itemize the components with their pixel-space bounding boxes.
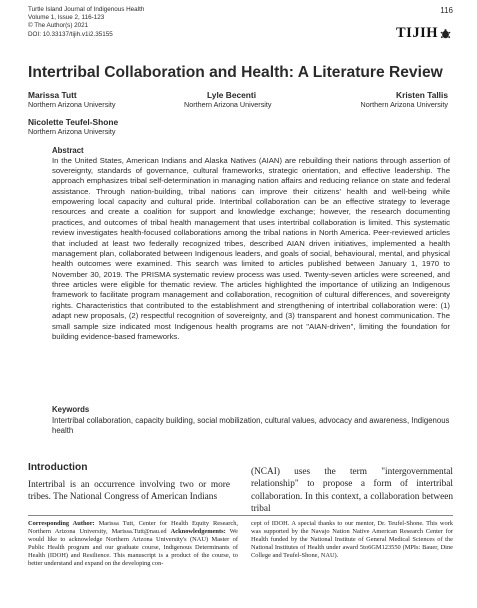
introduction-column-2: (NCAI) uses the term "intergovernmental relationship" to propose a form of intertribal collaboration. In this context, a collaboration between tribal	[251, 467, 453, 515]
author-block	[361, 90, 448, 109]
author-name: Marissa Tutt	[28, 90, 77, 100]
footnote-column-1	[28, 520, 238, 569]
author-name: Lyle Becenti	[207, 90, 257, 100]
author-name: Kristen Tallis	[396, 90, 448, 100]
author-affiliation: Northern Arizona University	[28, 100, 116, 109]
corresponding-text: Marissa Tutt, Center for Health Equity Research, Northern Arizona University, Marissa.Tutt@nau.ed	[28, 520, 238, 536]
introduction-column-1: Intertribal is an occurrence involving two or more tribes. The National Congress of American Indians	[28, 480, 230, 503]
abstract-text: In the United States, American Indians and Alaska Natives (AIAN) are rebuilding their nations through assertion of sovereignty, standards of governance, cultural frameworks, strategic orientation, and effective leadership. The approach emphasizes tribal self-determination in managing nation affairs and reducing reliance on state and federal assistance. Through nation-building, tribal nations can improve their citizens' health and well-being while empowering local capacity and cultural pride. Intertribal collaboration can be an effective strategy to leverage resources and create a coalition for support and knowledge exchange; however, the research documenting practices, and outcomes of tribal health management that uses intertribal collaboration is limited. This systematic review investigates health-focused collaborations among the tribal nations in North America. Peer-reviewed articles that included at least two federally recognized tribes, described AIAN driven initiatives, implemented a health management plan, collaborated between Indigenous leaders, and goals of social, behavioural, mental, and physical health outcomes were examined. This search was limited to articles published between January 1, 1970 to November 30, 2019. The PRISMA systematic review process was used. Twenty-seven articles were screened, and three articles were eligible for thematic review. The articles highlighted the importance of utilizing an Indigenous framework to facilitate program management and collaboration, recognition of cultural differences, and sovereignty rights. Characteristics that contributed to the establishment and strengthening of intertribal collaboration were: (1) adapt new proposals, (2) respectful recognition of sovereignty, and (3) transparent and honest communication. The small sample size indicated most Indigenous health programs are not "AIAN-driven", limiting the foundation for building evidence-based frameworks.	[52, 155, 450, 341]
logo-text: TIJIH	[396, 25, 438, 41]
author-affiliation: Northern Arizona University	[360, 100, 448, 109]
footnote-column-2: cept of IDOH. A special thanks to our mentor, Dr. Teufel-Shone. This work was supported by the Navajo Nation Native American Research Center for Health funded by the National Institute of General Medical Sciences of the National Institutes of Health under award 5to6GM123550 (MPIs: Bauer, Dine College and Teufel-Shone, NAU).	[251, 520, 453, 560]
footnote-section	[28, 515, 453, 568]
doi-link[interactable]: DOI: 10.33137/tijih.v1i2.35155	[28, 30, 113, 38]
acknowledgements-text: We would like to acknowledge Northern Arizona University's (NAU) Master of Public Health program and our graduate course, Indigenous Determinants of Health (IDOH) and Resilience. This manuscript is a product of the course, to better understand and expand on the developing con-	[28, 528, 238, 568]
keywords-heading: Keywords	[52, 405, 90, 414]
page-number: 116	[440, 6, 453, 15]
volume-issue: Volume 1, Issue 2, 116-123	[28, 14, 105, 22]
author-block	[28, 117, 118, 136]
author-block	[184, 90, 271, 109]
abstract-section	[52, 146, 450, 342]
author-affiliation: Northern Arizona University	[28, 127, 116, 136]
keywords-text: Intertribal collaboration, capacity building, social mobilization, cultural values, advocacy and awareness, Indigenous health	[52, 415, 450, 435]
abstract-heading: Abstract	[52, 146, 84, 155]
journal-logo	[396, 25, 451, 42]
copyright: © The Author(s) 2021	[28, 22, 89, 30]
author-affiliation: Northern Arizona University	[184, 100, 272, 109]
journal-name: Turtle Island Journal of Indigenous Health	[28, 6, 145, 13]
acknowledgements-label: Acknowledgements:	[170, 528, 226, 536]
journal-header	[28, 6, 453, 39]
corresponding-label: Corresponding Author:	[28, 520, 95, 527]
keywords-section	[52, 405, 450, 436]
introduction-heading: Introduction	[28, 462, 88, 473]
author-name: Nicolette Teufel-Shone	[28, 117, 119, 127]
author-block	[28, 90, 115, 109]
turtle-icon	[440, 29, 451, 39]
article-title: Intertribal Collaboration and Health: A Literature Review	[28, 64, 443, 81]
